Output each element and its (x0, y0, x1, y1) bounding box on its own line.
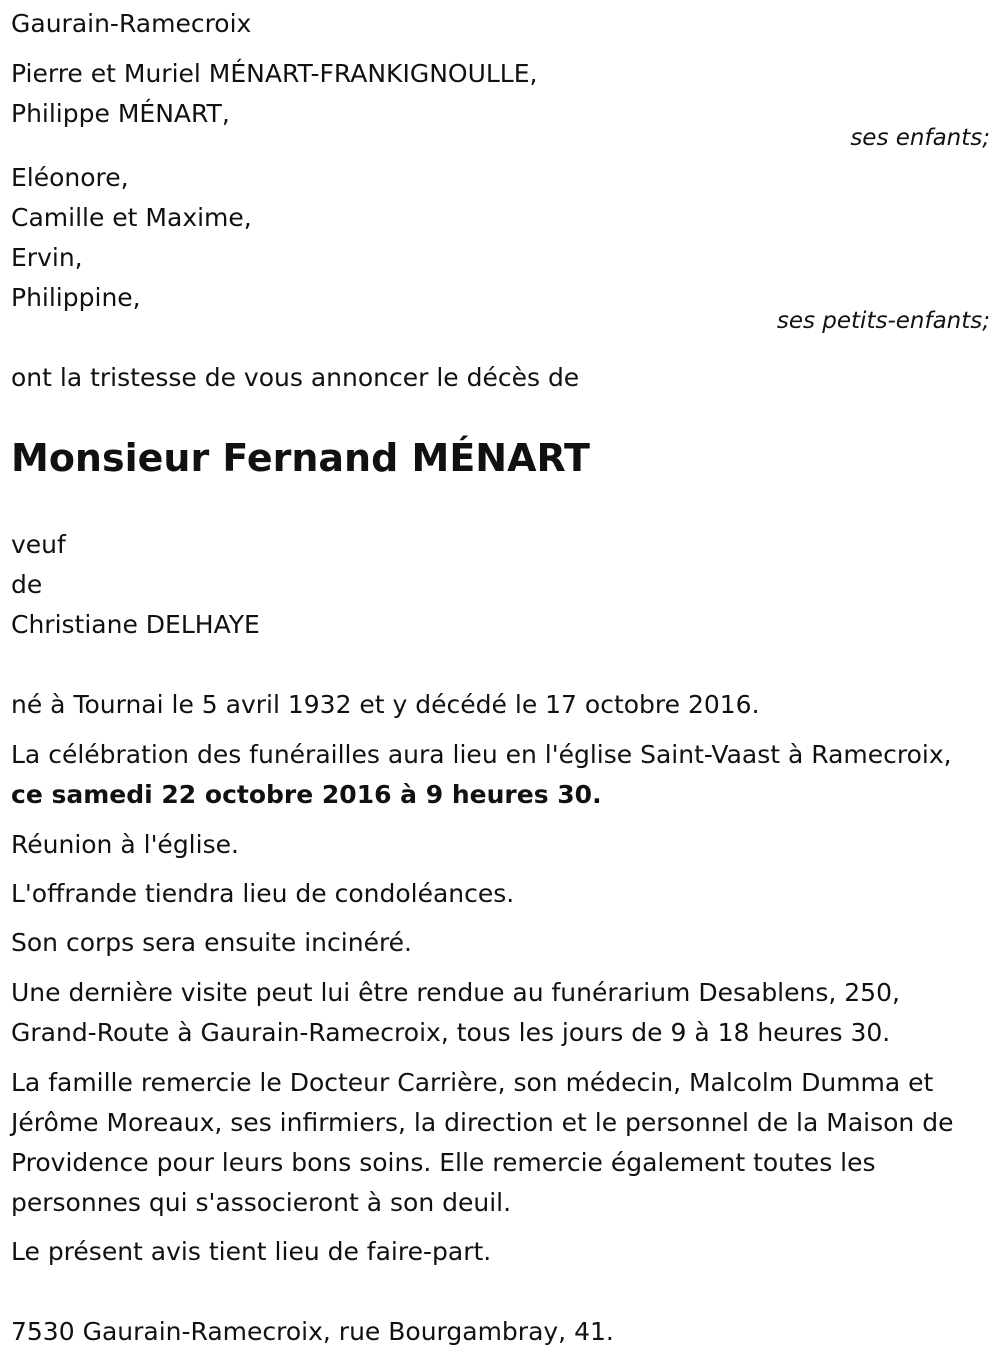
child-name: Philippe MÉNART, (11, 99, 230, 128)
meeting-text: Réunion à l'église. (11, 830, 239, 859)
birth-death-text: né à Tournai le 5 avril 1932 et y décédé le 17 octobre 2016. (11, 690, 760, 719)
grandchild-name: Ervin, (11, 243, 83, 272)
ceremony-date-time: ce samedi 22 octobre 2016 à 9 heures 30. (11, 780, 602, 809)
grandchild-name: Eléonore, (11, 163, 129, 192)
announcement-text: ont la tristesse de vous annoncer le décès de (11, 363, 580, 392)
grandchild-name: Philippine, (11, 283, 141, 312)
spouse-status: veuf (11, 530, 66, 559)
location-header: Gaurain-Ramecroix (11, 9, 252, 38)
children-role-label: ses enfants; (850, 125, 990, 151)
ceremony-paragraph (11, 735, 986, 815)
spouse-name: Christiane DELHAYE (11, 610, 260, 639)
spouse-preposition: de (11, 570, 43, 599)
ceremony-text: La célébration des funérailles aura lieu en l'église Saint-Vaast à Ramecroix, (11, 740, 952, 769)
cremation-text: Son corps sera ensuite incinéré. (11, 928, 413, 957)
child-name: Pierre et Muriel MÉNART-FRANKIGNOULLE, (11, 59, 538, 88)
notice-text: Le présent avis tient lieu de faire-part. (11, 1237, 492, 1266)
grandchild-name: Camille et Maxime, (11, 203, 252, 232)
deceased-name: Monsieur Fernand MÉNART (11, 436, 590, 480)
offering-text: L'offrande tiendra lieu de condoléances. (11, 879, 515, 908)
grandchildren-role-label: ses petits-enfants; (776, 308, 990, 334)
thanks-paragraph: La famille remercie le Docteur Carrière, son médecin, Malcolm Dumma et Jérôme Moreaux, ses infirmiers, la direction et le personnel de la Maison de Providence pour leurs bons soins. Elle remercie également toutes les personnes qui s'associeront à son deuil. (11, 1068, 954, 1217)
last-visit-paragraph: Une dernière visite peut lui être rendue au funérarium Desablens, 250, Grand-Route à Gaurain-Ramecroix, tous les jours de 9 à 18 heures 30. (11, 978, 900, 1047)
address-text: 7530 Gaurain-Ramecroix, rue Bourgambray, 41. (11, 1317, 614, 1346)
